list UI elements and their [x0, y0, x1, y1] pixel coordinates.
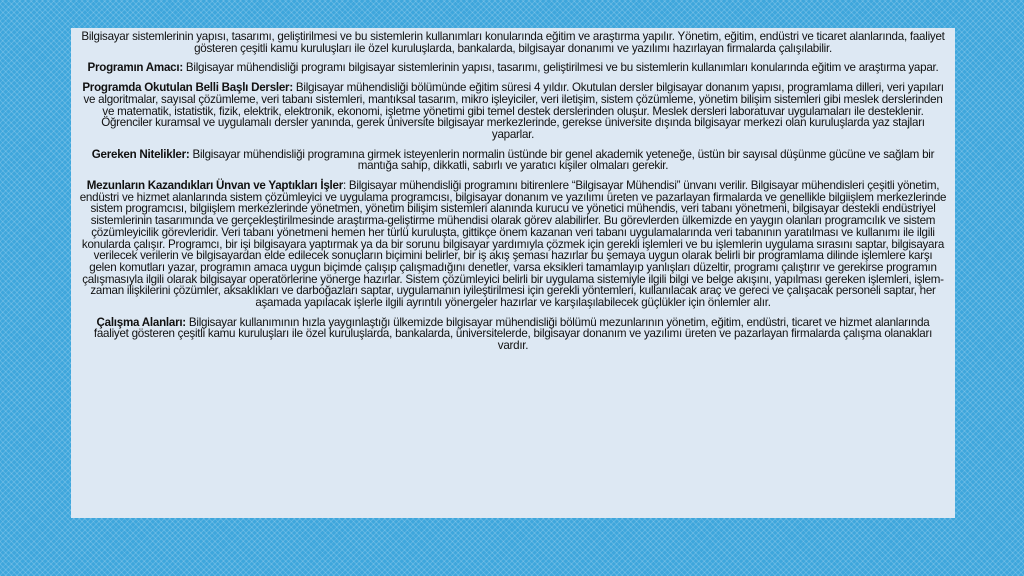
section-heading: Programda Okutulan Belli Başlı Dersler:: [82, 81, 293, 95]
section-calisma-alanlari: [79, 317, 947, 352]
section-body: Bilgisayar mühendisliği bölümünde eğitim süresi 4 yıldır. Okutulan dersler bilgisayar donanım yapısı, programlama dilleri, veri yapıları ve algoritmalar, sayısal çözümleme, veri tabanı sistemleri, mantıksal tasarım, mikro işleyiciler, veri iletişim, sistem çözümleme, yönetim bilişim sistemleri gibi meslek derslerinden ve matematik, istatistik, fizik, elektrik, elektronik, ekonomi, işletme yönetimi gibi temel destek derslerinden oluşur. Meslek dersleri laboratuvar uygulamaları ile desteklenir. Öğrenciler kuramsal ve uygulamalı dersler yanında, gerek üniversite bilgisayar merkezlerinde, gerekse üniversite dışında bilgisayar merkezi olan kuruluşlarda yaz stajları yaparlar.: [83, 81, 944, 141]
section-program-amaci: [79, 62, 947, 74]
intro-text: Bilgisayar sistemlerinin yapısı, tasarımı, geliştirilmesi ve bu sistemlerin kullanımları konularında eğitim ve araştırma yapılır. Yönetim, eğitim, endüstri ve ticaret alanlarında, faaliyet gösteren çeşitli kamu kuruluşları ile özel kuruluşlarda, bankalarda, bilgisayar donanımı ve yazılımı hazırlayan firmalarda çalışılabilir.: [81, 30, 945, 55]
section-heading: Programın Amacı:: [87, 61, 183, 75]
section-body: Bilgisayar mühendisliği programına girmek isteyenlerin normalin üstünde bir genel akademik yeteneğe, üstün bir sayısal düşünme gücüne ve sağlam bir mantığa sahip, dikkatli, sabırlı ve yaratıcı kişiler olmaları gerekir.: [189, 147, 935, 173]
section-mezunlar: [79, 180, 947, 309]
section-heading: Mezunların Kazandıkları Ünvan ve Yaptıkları İşler: [86, 179, 343, 193]
section-nitelikler: [79, 149, 947, 172]
section-body: : Bilgisayar mühendisliği programını bitirenlere “Bilgisayar Mühendisi” ünvanı verilir. Bilgisayar mühendisleri çeşitli yönetim, endüstri ve hizmet alanlarında sistem çözümleyici ve uygulama programcısı, bilgisayar donanım ve yazılımı üreten ve pazarlayan firmalarda ve genellikle bilgiişlem merkezlerinde sistem programcısı, bilgiişlem merkezlerinde yönetmen, yönetim bilişim sistemleri alanında kurucu ve yönetici mühendis, veri tabanı yönetmeni, bilgisayar destekli endüstriyel sistemlerinin tasarımında ve gerçekleştirilmesinde araştırma-geliştirme mühendisi olarak görev alabilirler. Bu görevlerden ülkemizde en yaygın olanları programcılık ve sistem çözümleyicilik görevleridir. Veri tabanı yönetmeni hemen her türlü kuruluşta, gittikçe önem kazanan veri tabanı uygulamalarında veri tabanının yaratılması ve kullanımı ile ilgili konularda çalışır. Programcı, bir işi bilgisayara yaptırmak ya da bir sorunu bilgisayar yardımıyla çözmek için gerekli işlemleri ve bu işlemlerin uygulama sırasını saptar, bilgisayara verilecek verilerin ve bilgisayardan elde edilecek sonuçların biçimini belirler, bir iş akış şeması hazırlar bu şemaya uygun olarak belirli bir programlama dilinde işlemlere karşı gelen komutları yazar, programın amaca uygun biçimde çalışıp çalışmadığını denetler, varsa eksikleri tamamlayıp yanlışları düzeltir, programı çalıştırır ve gerekirse programın çalışmasıyla ilgili olarak bilgisayar operatörlerine yönerge hazırlar. Sistem çözümleyici belirli bir uygulama sistemiyle ilgili bilgi ve belge akışını, yapılması gereken işlemleri, işlem-zaman ilişkilerini çözümler, aksaklıkları ve darboğazları saptar, uygulamanın iyileştirilmesi için gerekli yöntemleri, kullanılacak araç ve gereci ve çalışacak personeli saptar, her aşamada yapılacak işlerle ilgili ayrıntılı yönergeler hazırlar ve karşılaşılabilecek güçlükler için önlemler alır.: [79, 179, 947, 310]
content-box: [71, 28, 955, 518]
intro-paragraph: [79, 31, 947, 54]
section-dersler: [79, 82, 947, 141]
section-heading: Çalışma Alanları:: [96, 315, 186, 329]
section-heading: Gereken Nitelikler:: [91, 147, 190, 161]
section-body: Bilgisayar kullanımının hızla yaygınlaştığı ülkemizde bilgisayar mühendisliği bölümü mezunlarının yönetim, eğitim, endüstri, ticaret ve hizmet alanlarında faaliyet gösteren çeşitli kamu kuruluşları ile özel kuruluşlarda, bankalarda, üniversitelerde, bilgisayar donanım ve yazılımı üreten ve pazarlayan firmalarda çalışma olanakları vardır.: [93, 315, 933, 353]
section-body: Bilgisayar mühendisliği programı bilgisayar sistemlerinin yapısı, tasarımı, geliştirilmesi ve bu sistemlerin kullanımları konularında eğitim ve araştırma yapar.: [182, 61, 939, 75]
